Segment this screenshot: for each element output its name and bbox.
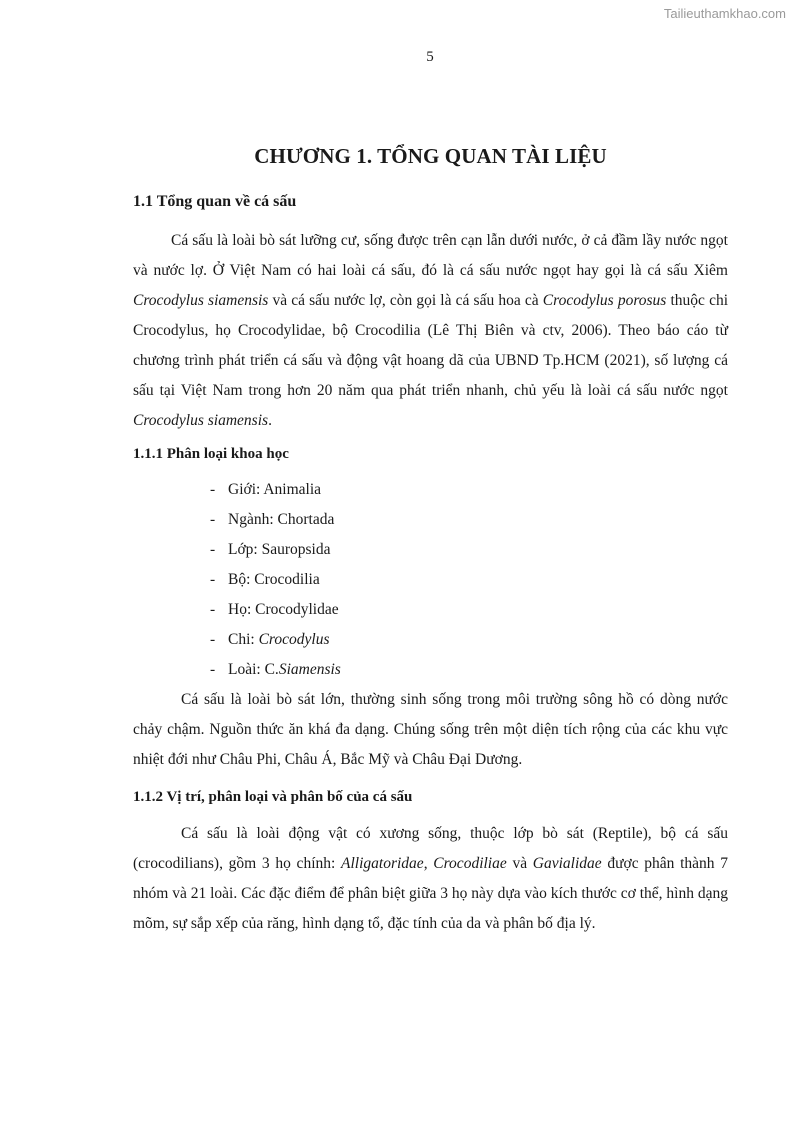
watermark: Tailieuthamkhao.com <box>663 6 786 21</box>
rank-value: Crocodylidae <box>255 601 339 618</box>
list-dash: - <box>210 661 216 678</box>
rank-value: Chortada <box>277 511 335 528</box>
rank-value-italic: Siamensis <box>278 661 341 678</box>
text-run: thuộc chi Crocodylus, họ Crocodylidae, bộ Crocodilia (Lê Thị Biên và ctv, 2006). Theo báo cáo từ chương trình phát triển cá sấu và động vật hoang dã của UBND Tp.HCM (2021), số lượng cá sấu tại Việt Nam trong hơn 20 năm qua phát triển nhanh, chủ yếu là loài cá sấu nước ngọt <box>133 292 729 399</box>
rank-value: Sauropsida <box>261 541 331 558</box>
list-dash: - <box>210 571 216 588</box>
list-dash: - <box>210 541 216 558</box>
list-dash: - <box>210 631 216 648</box>
taxonomy-list <box>133 475 728 685</box>
rank-label: Giới: <box>228 481 264 498</box>
paragraph-classification <box>133 819 728 939</box>
family-name: Crocodiliae <box>433 855 507 872</box>
rank-label: Loài: <box>228 661 265 678</box>
page-number: 5 <box>426 49 434 65</box>
text-run: và cá sấu nước lợ, còn gọi là cá sấu hoa cà <box>268 292 543 309</box>
text-run: được phân thành 7 nhóm và 21 loài. Các đặc điểm để phân biệt giữa 3 họ này dựa vào kích thước cơ thể, hình dạng mõm, sự sắp xếp của răng, hình dạng tổ, đặc tính của da và phân bố địa lý. <box>133 855 729 932</box>
list-dash: - <box>210 481 216 498</box>
text-run: và <box>506 855 533 872</box>
rank-value: Animalia <box>263 481 322 498</box>
list-item <box>210 505 728 535</box>
list-item <box>210 565 728 595</box>
section-heading-1-1-2: 1.1.2 Vị trí, phân loại và phân bố của cá sấu <box>133 789 413 805</box>
chapter-title: CHƯƠNG 1. TỔNG QUAN TÀI LIỆU <box>254 144 607 168</box>
rank-label: Họ: <box>228 601 256 618</box>
text-run: Cá sấu là loài bò sát lưỡng cư, sống được trên cạn lẫn dưới nước, ở cả đầm lầy nước ngọt và nước lợ. Ở Việt Nam có hai loài cá sấu, đó là cá sấu nước ngọt hay gọi là cá sấu Xiêm <box>133 232 728 279</box>
rank-label: Bộ: <box>228 571 255 588</box>
document-body <box>133 138 728 939</box>
text-run: , <box>423 855 434 872</box>
paragraph-habitat: Cá sấu là loài bò sát lớn, thường sinh sống trong môi trường sông hồ có dòng nước chảy chậm. Nguồn thức ăn khá đa dạng. Chúng sống trên một diện tích rộng của các khu vực nhiệt đới như Châu Phi, Châu Á, Bắc Mỹ và Châu Đại Dương. <box>133 691 728 768</box>
paragraph-intro <box>133 226 728 436</box>
rank-label: Lớp: <box>228 541 262 558</box>
family-name: Gavialidae <box>532 855 602 872</box>
rank-value: C. <box>264 661 279 678</box>
text-run: Cá sấu là loài động vật có xương sống, thuộc lớp bò sát (Reptile), bộ cá sấu (crocodilians), gồm 3 họ chính: <box>133 825 728 872</box>
list-item <box>210 595 728 625</box>
text-run: . <box>268 412 272 429</box>
section-heading-1-1-1: 1.1.1 Phân loại khoa học <box>133 446 289 462</box>
rank-label: Ngành: <box>228 511 278 528</box>
list-item <box>210 655 728 685</box>
species-name: Crocodylus siamensis <box>133 412 269 429</box>
rank-label: Chi: <box>228 631 259 648</box>
rank-value-italic: Crocodylus <box>258 631 330 648</box>
section-heading-1-1: 1.1 Tổng quan về cá sấu <box>133 193 297 210</box>
rank-value: Crocodilia <box>254 571 320 588</box>
list-dash: - <box>210 601 216 618</box>
list-item <box>210 475 728 505</box>
species-name: Crocodylus porosus <box>542 292 667 309</box>
list-dash: - <box>210 511 216 528</box>
family-name: Alligatoridae <box>341 855 424 872</box>
list-item <box>210 625 728 655</box>
species-name: Crocodylus siamensis <box>133 292 269 309</box>
list-item <box>210 535 728 565</box>
